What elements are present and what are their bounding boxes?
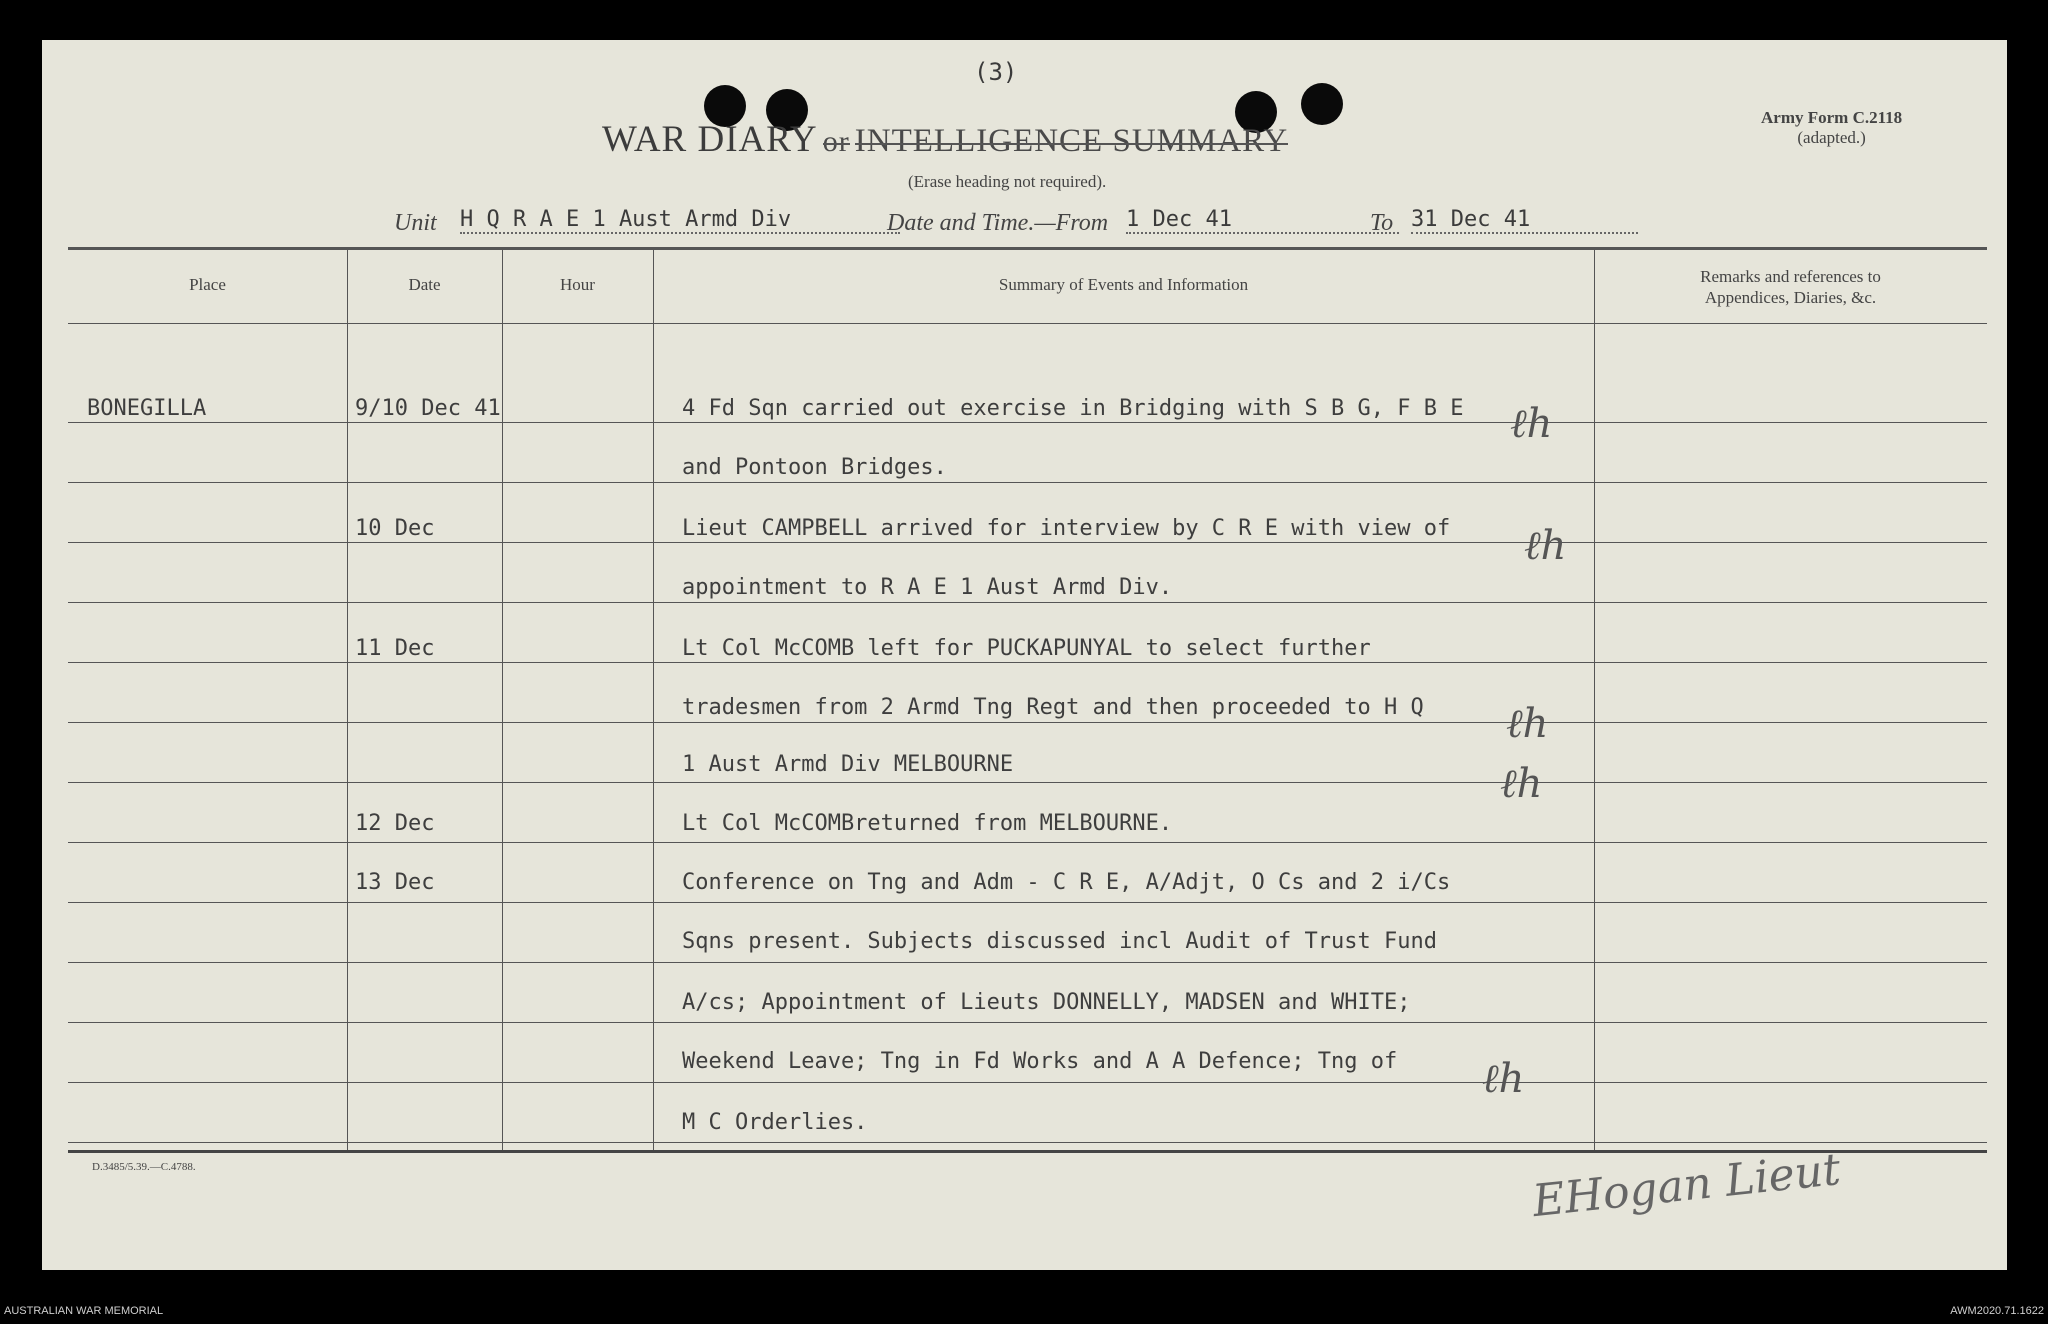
row-rule bbox=[68, 422, 1987, 423]
remarks-header-line-2: Appendices, Diaries, &c. bbox=[1704, 288, 1877, 307]
archive-label: AUSTRALIAN WAR MEMORIAL bbox=[4, 1305, 164, 1317]
row-rule bbox=[68, 662, 1987, 663]
entry-summary: tradesmen from 2 Armd Tng Regt and then proceeded to H Q bbox=[682, 695, 1424, 720]
title-struck-or: or bbox=[822, 125, 850, 158]
entry-summary: Lt Col McCOMB left for PUCKAPUNYAL to select further bbox=[682, 636, 1371, 661]
col-header-summary: Summary of Events and Information bbox=[998, 275, 1249, 294]
signature: EHogan Lieut bbox=[1530, 1143, 1843, 1228]
table-bottom-rule bbox=[68, 1150, 1987, 1153]
initials-mark: ℓh bbox=[1506, 701, 1549, 747]
col-header-place: Place bbox=[189, 275, 226, 294]
row-rule bbox=[68, 1022, 1987, 1023]
erase-note: (Erase heading not required). bbox=[908, 172, 1107, 191]
entry-date: 12 Dec bbox=[355, 811, 435, 836]
form-adapted: (adapted.) bbox=[1797, 128, 1866, 147]
entry-summary: Weekend Leave; Tng in Fd Works and A A Defence; Tng of bbox=[682, 1049, 1398, 1074]
row-rule bbox=[68, 902, 1987, 903]
date-to-label: To bbox=[1370, 210, 1394, 236]
initials-mark: ℓh bbox=[1510, 401, 1553, 447]
punch-hole bbox=[1301, 83, 1343, 125]
entry-date: 10 Dec bbox=[355, 516, 435, 541]
col-divider bbox=[653, 248, 654, 1150]
row-rule bbox=[68, 1142, 1987, 1143]
header-rule bbox=[68, 323, 1987, 324]
form-reference bbox=[1761, 108, 1902, 148]
remarks-header-line-1: Remarks and references to bbox=[1700, 267, 1881, 286]
print-code: D.3485/5.39.—C.4788. bbox=[92, 1161, 196, 1173]
col-header-hour: Hour bbox=[560, 275, 595, 294]
initials-mark: ℓh bbox=[1500, 761, 1543, 807]
form-number: Army Form C.2118 bbox=[1761, 108, 1903, 127]
entry-summary: Sqns present. Subjects discussed incl Audit of Trust Fund bbox=[682, 929, 1437, 954]
date-time-label: Date and Time.—From bbox=[887, 210, 1109, 236]
date-to: 31 Dec 41 bbox=[1411, 207, 1638, 234]
page-number: (3) bbox=[974, 58, 1018, 86]
entry-summary: Lt Col McCOMBreturned from MELBOURNE. bbox=[682, 811, 1173, 836]
row-rule bbox=[68, 722, 1987, 723]
entry-summary: and Pontoon Bridges. bbox=[682, 455, 947, 480]
entry-date: 9/10 Dec 41 bbox=[355, 396, 501, 421]
col-divider bbox=[1594, 248, 1595, 1150]
entry-summary: appointment to R A E 1 Aust Armd Div. bbox=[682, 575, 1173, 600]
row-rule bbox=[68, 542, 1987, 543]
entry-place: BONEGILLA bbox=[87, 396, 207, 421]
entry-summary: Lieut CAMPBELL arrived for interview by C R E with view of bbox=[682, 516, 1451, 541]
entry-date: 11 Dec bbox=[355, 636, 435, 661]
row-rule bbox=[68, 962, 1987, 963]
entry-summary: M C Orderlies. bbox=[682, 1110, 868, 1135]
diary-title bbox=[602, 118, 1288, 161]
row-rule bbox=[68, 782, 1987, 783]
col-divider bbox=[347, 248, 348, 1150]
title-main: WAR DIARY bbox=[602, 119, 818, 160]
diary-sheet bbox=[42, 40, 2007, 1270]
table-top-rule bbox=[68, 247, 1987, 250]
row-rule bbox=[68, 602, 1987, 603]
title-struck-summary: INTELLIGENCE SUMMARY bbox=[854, 123, 1289, 159]
row-rule bbox=[68, 482, 1987, 483]
initials-mark: ℓh bbox=[1524, 523, 1567, 569]
entry-summary: A/cs; Appointment of Lieuts DONNELLY, MADSEN and WHITE; bbox=[682, 990, 1411, 1015]
row-rule bbox=[68, 842, 1987, 843]
entry-summary: 1 Aust Armd Div MELBOURNE bbox=[682, 752, 1014, 777]
initials-mark: ℓh bbox=[1482, 1056, 1525, 1102]
entry-date: 13 Dec bbox=[355, 870, 435, 895]
col-header-remarks bbox=[1594, 266, 1987, 308]
unit-label: Unit bbox=[394, 210, 437, 236]
unit-value: H Q R A E 1 Aust Armd Div bbox=[460, 207, 900, 234]
row-rule bbox=[68, 1082, 1987, 1083]
entry-summary: 4 Fd Sqn carried out exercise in Bridging with S B G, F B E bbox=[682, 396, 1464, 421]
archive-reference: AWM2020.71.1622 bbox=[1950, 1305, 2044, 1317]
date-from: 1 Dec 41 bbox=[1126, 207, 1399, 234]
col-header-date: Date bbox=[408, 275, 441, 294]
col-divider bbox=[502, 248, 503, 1150]
entry-summary: Conference on Tng and Adm - C R E, A/Adjt, O Cs and 2 i/Cs bbox=[682, 870, 1451, 895]
